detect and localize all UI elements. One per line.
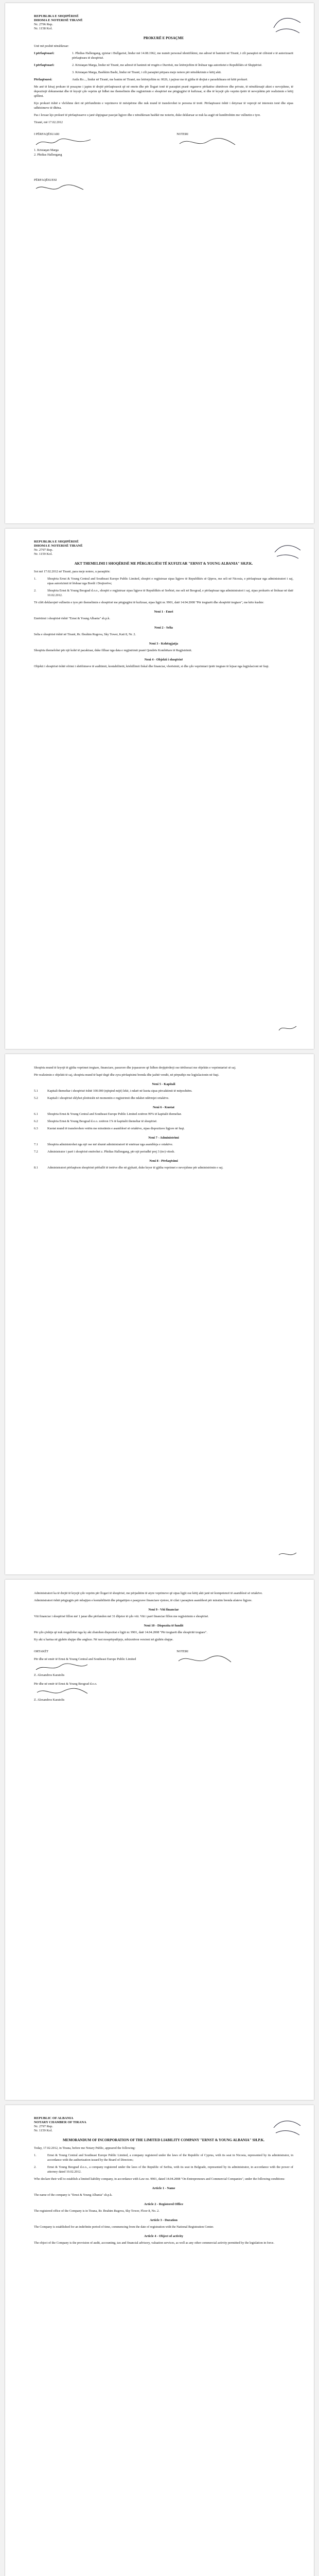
page-2	[5, 529, 314, 1049]
body-paragraph: Administratori është përgjegjës për mbajtjen e kontabilitetit dhe përgatitjen e pasqyrave financiare vjetore, të cilat i paraqiten asamblesë për miratim brenda afateve ligjore.	[34, 1599, 253, 1602]
section-heading: Neni 4 - Objekti i shoqërisë	[144, 658, 183, 662]
signature-block	[34, 1649, 293, 1702]
list-item: 2. Shoqëria Ernst & Young Beograd d.o.o., shoqëri e regjistruar sipas ligjeve të Republikës së Serbisë, me seli në Beograd, e përfaqësuar nga administratori i saj, sipas prokurës së lëshuar në datë 10.02.2012.	[34, 589, 293, 597]
signature-block	[34, 132, 293, 157]
signer-name: Z. Alexandros Karatolis	[34, 1698, 65, 1702]
body-paragraph: Administratori ka të drejtë të kryejë çdo veprim për llogari të shoqërisë, me përjashtim të atyre veprimeve që sipas ligjit ose këtij akti janë në kompetencë të asamblesë së ortakëve.	[34, 1591, 263, 1595]
party-row: I përfaqësuari: 1. Phidias Hallengang, qytetar i Bullgarisë, lindur më 14.08.1962, me numër personal identifikimi, me adresë të banimit në Tiranë, i cili paraqitet në cilësinë e të autorizuarit përfaqësues të shoqërisë.	[34, 52, 293, 60]
notary-stamp-icon	[271, 12, 304, 36]
party-row: I përfaqësuari: 2. Kristaqan Marga, lindur në Tiranë, me adresë të banimit në rrugën e Durrësit, me letërnjoftim të lëshuar nga autoritetet e Republikës së Shqipërisë.	[34, 63, 262, 67]
document-header: REPUBLIKA E SHQIPËRISË DHOMA E NOTERISË TIRANË Nr. 2796 Rep. Nr. 1158 Kol.	[34, 14, 83, 30]
section-heading: Neni 9 - Viti financiar	[148, 1608, 179, 1612]
section-heading: Neni 1 - Emri	[154, 610, 173, 614]
signer-entity: Për dhe në emër të Ernst & Young Central and Southeast Europe Public Limited	[34, 1657, 136, 1661]
document-title: MEMORANDUM OF INCORPORATION OF THE LIMITED LIABILITY COMPANY "ERNST & YOUNG ALBANIA" SH.P.K.	[62, 2138, 265, 2142]
body-paragraph: Shoqëria mund të kryejë të gjitha veprimet tregtare, financiare, pasurore dhe jopasurore që lidhen drejtpërdrejt ose tërthorazi me objektin e veprimtarisë së saj.	[34, 1066, 236, 1070]
signer-entity: Për dhe në emër të Ernst & Young Beograd d.o.o.	[34, 1682, 97, 1686]
section-heading: Neni 10 - Dispozita të fundit	[144, 1624, 184, 1628]
list-item: 8.1 Administratori përfaqëson shoqërinë përballë të tretëve dhe në gjykatë, duke kryer të gjitha veprimet e nevojshme për administrimin e saj.	[34, 1166, 223, 1170]
section-text: Shoqëria themelohet për një kohë të pacaktuar, duke filluar nga data e regjistrimit pranë Qendrës Kombëtare të Regjistrimit.	[34, 649, 192, 652]
signature-label: NOTERI	[176, 132, 188, 136]
section-text: Viti financiar i shoqërisë fillon më 1 janar dhe përfundon më 31 dhjetor të çdo viti. Viti i parë financiar fillon me regjistrimin e shoqërisë.	[34, 1615, 209, 1618]
section-text: Selia e shoqërisë është në Tiranë, Rr. Ibrahim Rugova, Sky Tower, Kati 8, Nr. 2.	[34, 633, 136, 636]
list-item: 1. Shoqëria Ernst & Young Central and Southeast Europe Public Limited, shoqëri e regjistruar sipas ligjeve të Republikës së Qipros, me seli në Nicosia, e përfaqësuar nga administratori i saj, sipas autorizimit të lëshuar nga Bordi i Drejtorëve;	[34, 577, 293, 585]
section-text: The Company is established for an indefinite period of time, commencing from the date of registration with the National Registration Center.	[34, 2225, 214, 2229]
initials-icon	[278, 1549, 298, 1559]
signature-icon	[34, 137, 96, 148]
document-header: REPUBLIKA E SHQIPËRISË DHOMA E NOTERISË TIRANË Nr. 2797 Rep. Nr. 1159 Kol.	[34, 540, 83, 556]
initials-icon	[278, 1023, 298, 1033]
signer-name: 2. Phidias Hallengang	[34, 153, 62, 157]
party-row: Përfaqësuesi: Anila Ro..., lindur në Tiranë, me banim në Tiranë, me letërnjoftim nr. 0026, i pajisur me të gjitha të drejtat e parashikuara në këtë prokurë.	[34, 78, 248, 81]
section-heading: Article 3 - Duration	[150, 2218, 178, 2222]
section-heading: Neni 3 - Kohëzgjatja	[149, 642, 179, 646]
section-heading: Neni 8 - Përfaqësimi	[149, 1159, 178, 1163]
list-item: 7.2 Administrator i parë i shoqërisë emërohet z. Phidias Hallengang, për një periudhë prej 3 (tre) vitesh.	[34, 1150, 175, 1154]
signature-icon	[176, 1654, 233, 1665]
section-text: The name of the company is "Ernst & Young Albania" sh.p.k.	[34, 2193, 113, 2197]
notary-stamp-icon	[271, 538, 304, 562]
intro-text: Sot më 17.02.2012 në Tiranë, para meje notere, u paraqitën:	[34, 570, 111, 573]
section-heading: Neni 2 - Selia	[154, 626, 173, 630]
section-heading: Article 1 - Name	[152, 2187, 175, 2190]
section-heading: Article 4 - Object of activity	[144, 2234, 184, 2238]
list-item: 6.3 Kuotat mund të transferohen vetëm me miratimin e asamblesë së ortakëve, sipas dispozitave ligjore në fuqi.	[34, 1127, 185, 1130]
page-5	[5, 2105, 314, 2576]
signature-icon	[176, 137, 238, 148]
list-item: 6.2 Shoqëria Ernst & Young Beograd d.o.o. zotëron 1% të kapitalit themeltar të shoqërisë.	[34, 1120, 157, 1123]
page-1	[5, 3, 314, 523]
section-text: Emërtimi i shoqërisë është "Ernst & Young Albania" sh.p.k.	[34, 617, 111, 620]
list-item: 5.1 Kapitali themeltar i shoqërisë është 100.000 (njëqind mijë) lekë, i ndarë në kuota sipas përcaktimit të mëposhtëm.	[34, 1089, 192, 1093]
body-paragraph: Të cilët deklarojnë vullnetin e tyre për themelimin e shoqërisë me përgjegjësi të kufizuar, sipas ligjit nr. 9901, datë 14.04.2008 "Për tregtarët dhe shoqëritë tregtare", me këto kushte:	[34, 601, 264, 604]
document-title: PROKURË E POSAÇME	[143, 36, 184, 40]
signer-name: Z. Alexandros Karatolis	[34, 1673, 65, 1677]
closing-text: Ky akt u hartua në gjuhën shqipe dhe angleze. Në rast mospërputhjeje, mbizotëron versioni në gjuhën shqipe.	[34, 1638, 173, 1641]
intro-text: Today, 17.02.2012, in Tirana, before me Notary Public, appeared the following:	[34, 2146, 136, 2150]
party-row: 3. Kristaqan Marga, Bashkim Bashi, lindur në Tiranë, i cili paraqitet përpara meje notere për nënshkrimin e këtij akti.	[72, 71, 222, 74]
section-heading: Neni 7 - Administrimi	[148, 1136, 179, 1140]
body-paragraph: Pas i lexuar kjo prokurë të përfaqësuarve u janë shpjeguar pasojat ligjore dhe e nënshkruan bashkë me noterin, duke deklaruar se nuk ka asgjë në kundërshtim me vullnetin e tyre.	[34, 113, 261, 117]
body-paragraph: Kjo prokurë është e vlefshme deri në përfundimin e veprimeve të mësipërme dhe nuk mund të transferohet te persona të tretë. Përfaqësuesi është i detyruar të veprojë në interesin tonë dhe sipas udhëzimeve të dhëna.	[34, 101, 293, 110]
list-item: 6.1 Shoqëria Ernst & Young Central and Southeast Europe Public Limited zotëron 99% të kapitalit themeltar.	[34, 1112, 182, 1116]
page-4	[5, 1580, 314, 2100]
signature-icon	[34, 182, 85, 194]
section-heading: Article 2 - Registered Office	[144, 2202, 184, 2206]
body-paragraph: Me anë të kësaj prokure të posaçme i japim të drejtë përfaqësuesit që në emrin dhe për llogari tonë të paraqitet pranë organeve përkatëse shtetërore dhe private, të nënshkruajë aktet e nevojshme, të depozitojë dokumentat dhe të kryejë çdo veprim që lidhet me themelimin dhe regjistrimin e shoqërisë me përgjegjësi të kufizuar, si dhe të kryejë çdo veprim tjetër të nevojshëm për realizimin e këtij qëllimi.	[34, 85, 293, 98]
list-item: 1. Ernst & Young Central and Southeast Europe Public Limited, a company registered under the laws of the Republic of Cyprus, with its seat in Nicosia, represented by its administrator, in accordance with the authorization issued by the Board of Directors;	[34, 2154, 293, 2162]
list-item: 7.1 Shoqëria administrohet nga një ose më shumë administratorë të emëruar nga asambleja e ortakëve.	[34, 1143, 173, 1146]
body-paragraph: Who declare their will to establish a limited liability company, in accordance with Law no. 9901, dated 14.04.2008 "On Entrepreneurs and Commercial Companies", under the following conditions:	[34, 2177, 285, 2181]
page-3	[5, 1054, 314, 1574]
section-text: The object of the Company is the provision of audit, accounting, tax and financial advisory, valuation services, as well as any other commercial activity permitted by the legislation in force.	[34, 2241, 274, 2245]
list-item: 5.2 Kapitali i shoqërisë shlyhet plotësisht në momentin e regjistrimit dhe ndahet ndërmjet ortakëve.	[34, 1096, 169, 1100]
representative-label: PËRFAQËSUESI	[34, 178, 57, 182]
section-text: Për çdo çështje që nuk rregullohet nga ky akt zbatohen dispozitat e ligjit nr. 9901, datë 14.04.2008 "Për tregtarët dhe shoqëritë tregtare".	[34, 1631, 208, 1634]
signer-name: 1. Kristaqan Marga	[34, 148, 59, 152]
list-item: 2. Ernst & Young Beograd d.o.o., a company registered under the laws of the Republic of Serbia, with its seat in Belgrade, represented by its administrator, in accordance with the power of attorney dated 10.02.2012.	[34, 2165, 293, 2174]
date-line: Tiranë, më 17.02.2012	[34, 121, 63, 124]
signature-label: ORTAKËT	[34, 1650, 49, 1653]
body-paragraph: Për realizimin e objektit të saj, shoqëria mund të hapë degë dhe zyra përfaqësimi brenda dhe jashtë vendit, në përputhje me legjislacionin në fuqi.	[34, 1073, 219, 1077]
intro-text: Unë më poshtë nënshkruar:	[34, 44, 69, 48]
signature-icon	[34, 1662, 91, 1673]
document-header: REPUBLIC OF ALBANIA NOTARY CHAMBER OF TIRANA Nr. 2797 Rep. Nr. 1159 Kol.	[34, 2116, 86, 2132]
notary-stamp-icon	[271, 2114, 304, 2138]
signature-label: NOTERI	[176, 1650, 188, 1653]
section-text: The registered office of the Company is in Tirana, Rr. Ibrahim Rugova, Sky Tower, Floor 8, No. 2.	[34, 2209, 160, 2213]
section-heading: Neni 6 - Kuotat	[152, 1106, 175, 1109]
document-title: AKT THEMELIMI I SHOQËRISË ME PËRGJEGJËSI TË KUFIZUAR "ERNST & YOUNG ALBANIA" SH.P.K.	[74, 562, 253, 566]
signature-icon	[34, 1686, 91, 1698]
signature-label: I PËRFAQËSUARI	[34, 132, 60, 136]
section-text: Objekti i shoqërisë është ofrimi i shërbimeve të auditimit, kontabilitetit, këshillimit fiskal dhe financiar, vlerësimit, si dhe çdo veprimtari tjetër tregtare të lejuar nga legjislacioni në fuqi.	[34, 665, 269, 668]
section-heading: Neni 5 - Kapitali	[152, 1082, 175, 1086]
